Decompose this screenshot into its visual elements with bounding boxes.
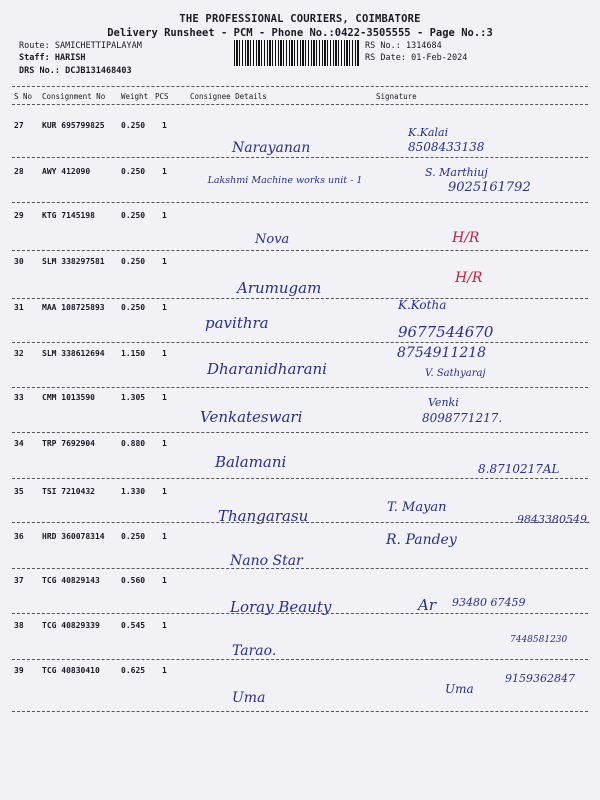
row-weight: 1.305 <box>121 393 146 402</box>
row-signature: 7448581230 <box>510 635 568 645</box>
row-divider <box>12 387 588 388</box>
row-weight: 0.250 <box>121 121 146 130</box>
row-signature-name: 8.8710217AL <box>478 462 560 476</box>
row-pcs: 1 <box>162 349 167 358</box>
row-consignment: HRD 360078314 <box>42 532 105 541</box>
row-pcs: 1 <box>162 621 167 630</box>
row-divider <box>12 478 588 479</box>
row-signature: 9025161792 <box>448 180 531 195</box>
row-weight: 0.250 <box>121 303 146 312</box>
row-signature-name: T. Mayan <box>387 500 447 515</box>
row-consignee: Narayanan <box>232 140 311 156</box>
row-sno: 27 <box>14 121 24 130</box>
row-consignment: TCG 40829143 <box>42 576 100 585</box>
row-weight: 0.880 <box>121 439 146 448</box>
rs-date-line <box>365 53 467 63</box>
row-consignment: SLM 338297581 <box>42 257 105 266</box>
row-consignment: TCG 40829339 <box>42 621 100 630</box>
row-pcs: 1 <box>162 393 167 402</box>
rs-no-label: RS No.: <box>365 41 401 51</box>
row-consignee: Balamani <box>215 453 287 471</box>
row-signature: 8098771217. <box>422 411 503 425</box>
drs-label: DRS No.: <box>19 66 60 76</box>
row-signature: H/R <box>455 270 483 286</box>
row-consignee: Venkateswari <box>200 408 303 426</box>
row-divider <box>12 298 588 299</box>
row-consignment: MAA 108725893 <box>42 303 105 312</box>
row-consignee: Nano Star <box>230 553 303 569</box>
row-weight: 0.545 <box>121 621 146 630</box>
row-consignment: KUR 695799825 <box>42 121 105 130</box>
row-consignee: Thangarasu <box>218 507 309 525</box>
row-consignment: TRP 7692904 <box>42 439 95 448</box>
row-signature-name: K.Kalai <box>408 126 449 139</box>
row-divider <box>12 711 588 712</box>
rs-date-value: 01-Feb-2024 <box>411 53 468 63</box>
row-weight: 0.250 <box>121 211 146 220</box>
row-signature: 8754911218 <box>397 345 487 361</box>
row-sno: 31 <box>14 303 24 312</box>
row-sno: 30 <box>14 257 24 266</box>
barcode <box>234 40 360 66</box>
row-weight: 0.625 <box>121 666 146 675</box>
company-name: THE PROFESSIONAL COURIERS, COIMBATORE <box>179 13 421 25</box>
row-weight: 1.150 <box>121 349 146 358</box>
col-consignment: Consignment No <box>42 92 106 101</box>
row-divider <box>12 202 588 203</box>
row-divider <box>12 342 588 343</box>
row-pcs: 1 <box>162 303 167 312</box>
row-pcs: 1 <box>162 439 167 448</box>
row-signature: 8508433138 <box>408 140 485 154</box>
row-pcs: 1 <box>162 576 167 585</box>
row-pcs: 1 <box>162 487 167 496</box>
row-weight: 1.330 <box>121 487 146 496</box>
col-signature: Signature <box>376 92 417 101</box>
row-sno: 29 <box>14 211 24 220</box>
row-divider <box>12 250 588 251</box>
row-consignee: Uma <box>232 690 266 706</box>
row-sno: 34 <box>14 439 24 448</box>
row-pcs: 1 <box>162 257 167 266</box>
row-consignee: Nova <box>255 232 290 247</box>
drs-line <box>19 66 132 76</box>
rs-no-line <box>365 41 442 51</box>
row-sno: 39 <box>14 666 24 675</box>
row-signature: 9677544670 <box>398 323 494 341</box>
row-consignment: KTG 7145198 <box>42 211 95 220</box>
row-signature: 9159362847 <box>505 672 575 685</box>
row-sno: 28 <box>14 167 24 176</box>
staff-line <box>19 53 86 63</box>
drs-value: DCJB131468403 <box>65 66 132 76</box>
row-consignee: Loray Beauty <box>230 598 332 616</box>
row-weight: 0.560 <box>121 576 146 585</box>
route-value: SAMICHETTIPALAYAM <box>54 41 142 51</box>
row-divider <box>12 157 588 158</box>
row-weight: 0.250 <box>121 257 146 266</box>
row-consignee: Dharanidharani <box>207 360 327 378</box>
staff-label: Staff: <box>19 53 50 63</box>
row-pcs: 1 <box>162 211 167 220</box>
row-signature: 9843380549. <box>517 513 591 526</box>
runsheet-title: Delivery Runsheet - PCM - Phone No.:0422-3505555 - Page No.:3 <box>107 27 493 39</box>
row-divider <box>12 522 588 523</box>
route-label: Route: <box>19 41 50 51</box>
row-sno: 38 <box>14 621 24 630</box>
row-pcs: 1 <box>162 167 167 176</box>
row-consignment: TCG 40830410 <box>42 666 100 675</box>
row-signature: 93480 67459 <box>452 596 526 609</box>
row-consignee: Tarao. <box>232 643 277 659</box>
row-signature-name: K.Kotha <box>398 298 447 312</box>
row-consignee: Lakshmi Machine works unit - 1 <box>207 175 363 186</box>
col-consignee: Consignee Details <box>190 92 267 101</box>
route-line <box>19 41 142 51</box>
row-consignment: CMM 1013590 <box>42 393 95 402</box>
row-divider <box>12 568 588 569</box>
row-signature-name: V. Sathyaraj <box>425 368 486 379</box>
row-signature-name: Ar <box>418 596 437 614</box>
row-signature-name: R. Pandey <box>386 532 457 548</box>
row-consignment: SLM 338612694 <box>42 349 105 358</box>
row-weight: 0.250 <box>121 167 146 176</box>
row-weight: 0.250 <box>121 532 146 541</box>
row-signature-name: Uma <box>445 682 474 696</box>
col-pcs: PCS <box>155 92 169 101</box>
staff-value: HARISH <box>54 53 86 63</box>
row-consignee: pavithra <box>205 314 269 332</box>
row-divider <box>12 613 588 614</box>
row-sno: 33 <box>14 393 24 402</box>
row-pcs: 1 <box>162 666 167 675</box>
row-signature-name: Venki <box>428 396 459 409</box>
row-sno: 32 <box>14 349 24 358</box>
row-sno: 37 <box>14 576 24 585</box>
col-sno: S No <box>14 92 33 101</box>
rs-date-label: RS Date: <box>365 53 406 63</box>
row-consignee: Arumugam <box>237 279 322 297</box>
row-sno: 35 <box>14 487 24 496</box>
divider <box>12 104 588 105</box>
col-weight: Weight <box>121 92 149 101</box>
row-consignment: TSI 7210432 <box>42 487 95 496</box>
divider <box>12 86 588 87</box>
row-divider <box>12 432 588 433</box>
rs-no-value: 1314684 <box>405 41 442 51</box>
row-pcs: 1 <box>162 121 167 130</box>
row-consignment: AWY 412090 <box>42 167 91 176</box>
row-signature: H/R <box>452 230 480 246</box>
row-signature-name: S. Marthiuj <box>425 166 488 179</box>
row-divider <box>12 659 588 660</box>
row-pcs: 1 <box>162 532 167 541</box>
row-sno: 36 <box>14 532 24 541</box>
